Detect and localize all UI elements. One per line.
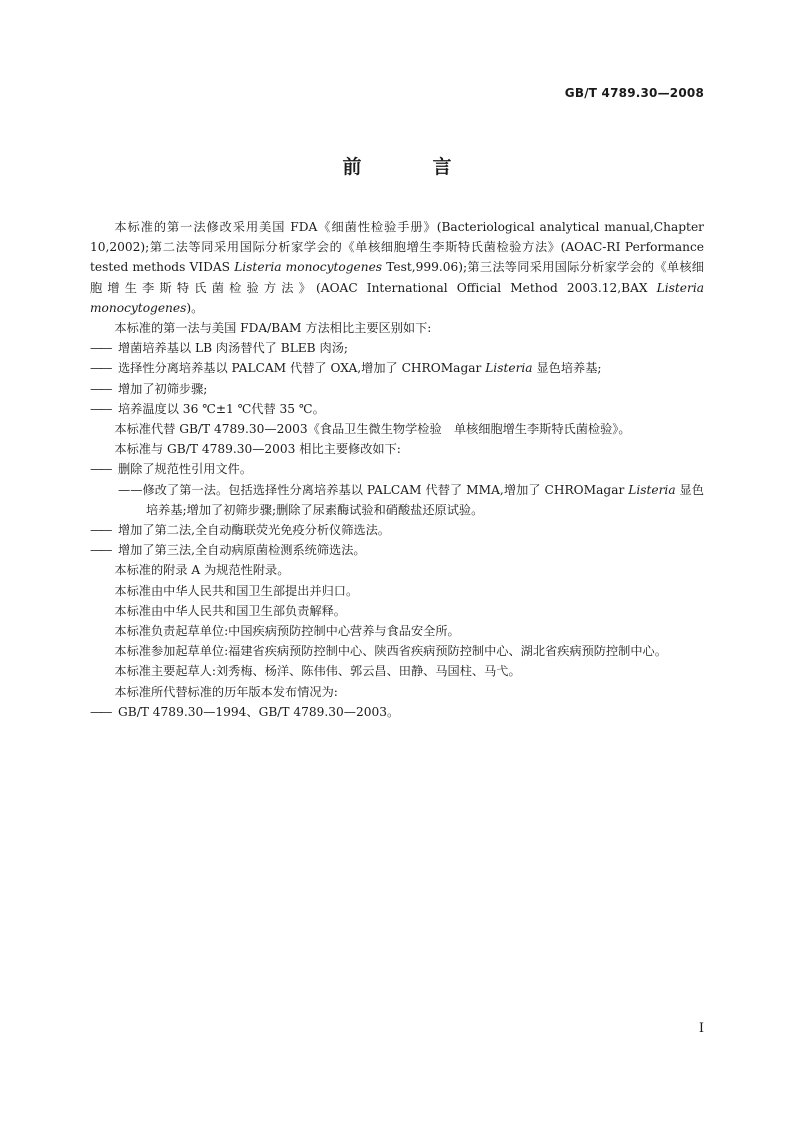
page-title: 前 言 — [342, 156, 478, 178]
paragraph-modifications-intro: 本标准与 GB/T 4789.30—2003 相比主要修改如下: — [114, 442, 401, 457]
list-item — [90, 459, 704, 479]
paragraph-participating-units: 本标准参加起草单位:福建省疾病预防控制中心、陕西省疾病预防控制中心、湖北省疾病预防控制中心。 — [114, 644, 667, 659]
list-item-text: 增加了第二法,全自动酶联荧光免疫分析仪筛选法。 — [118, 523, 390, 538]
dash-marker: —— — [90, 462, 111, 477]
italic-species-2: Listeria monocytogenes — [90, 280, 704, 315]
list-item-text-end: 显色培养基; — [532, 361, 602, 376]
list-item-text: 培养温度以 36 ℃±1 ℃代替 35 ℃。 — [118, 401, 325, 416]
dash-marker: —— — [118, 482, 143, 497]
list-item-text: 增加了初筛步骤; — [118, 381, 208, 396]
paragraph-differences-intro: 本标准的第一法与美国 FDA/BAM 方法相比主要区别如下: — [114, 321, 432, 336]
dash-marker: —— — [90, 341, 111, 356]
paragraph-proposed-by: 本标准由中华人民共和国卫生部提出并归口。 — [114, 583, 359, 598]
list-item — [90, 338, 704, 358]
italic-genus: Listeria — [628, 482, 676, 497]
dash-marker: —— — [90, 543, 111, 558]
paragraph-replaces: 本标准代替 GB/T 4789.30—2003《食品卫生微生物学检验 单核细胞增生李斯特氏菌检验》。 — [114, 422, 631, 437]
paragraph-adoption — [90, 217, 704, 318]
list-item — [90, 480, 704, 520]
list-item-text: 选择性分离培养基以 PALCAM 代替了 OXA,增加了 CHROMagar — [118, 361, 486, 376]
list-item-text: 增加了第三法,全自动病原菌检测系统筛选法。 — [118, 543, 366, 558]
standard-number: GB/T 4789.30—2008 — [564, 86, 704, 100]
list-item — [90, 702, 704, 722]
list-item — [90, 358, 704, 378]
paragraph-adoption-text-1: 本标准的第一法修改采用美国 FDA《细菌性检验手册》(Bacteriological analytical manual,Chapter 10,2002);第二法等同采用国际分析家学会的《单核细胞增生李斯特氏菌检验方法》(AOAC-RI Performance tested methods VIDAS — [90, 220, 704, 275]
italic-genus: Listeria — [485, 361, 533, 376]
dash-marker: —— — [90, 523, 111, 538]
italic-species-1: Listeria monocytogenes — [234, 260, 383, 275]
paragraph-drafting-unit: 本标准负责起草单位:中国疾病预防控制中心营养与食品安全所。 — [114, 624, 460, 639]
list-item — [90, 379, 704, 399]
paragraph-history-intro: 本标准所代替标准的历年版本发布情况为: — [114, 684, 338, 699]
paragraph-adoption-text-3: )。 — [186, 300, 204, 315]
paragraph-adoption-text-2: Test,999.06);第三法等同采用国际分析家学会的《单核细胞增生李斯特氏菌检验方法》(AOAC International Official Method 2003.12,BAX — [90, 260, 704, 295]
dash-marker: —— — [90, 704, 111, 719]
list-item — [90, 399, 704, 419]
paragraph-drafters: 本标准主要起草人:刘秀梅、杨洋、陈伟伟、郭云昌、田静、马国柱、马弋。 — [114, 664, 521, 679]
list-item-text-end: 显色培养基;增加了初筛步骤;删除了尿素酶试验和硝酸盐还原试验。 — [146, 482, 704, 517]
list-item — [90, 540, 704, 560]
paragraph-interpreted-by: 本标准由中华人民共和国卫生部负责解释。 — [114, 603, 346, 618]
list-item-text: 修改了第一法。包括选择性分离培养基以 PALCAM 代替了 MMA,增加了 CHROMagar — [142, 482, 629, 497]
document-body — [90, 217, 704, 722]
dash-marker: —— — [90, 381, 111, 396]
dash-marker: —— — [90, 401, 111, 416]
list-item-text: 增菌培养基以 LB 肉汤替代了 BLEB 肉汤; — [118, 341, 348, 356]
list-item-text: GB/T 4789.30—1994、GB/T 4789.30—2003。 — [118, 704, 400, 719]
dash-marker: —— — [90, 361, 111, 376]
paragraph-annex: 本标准的附录 A 为规范性附录。 — [114, 563, 290, 578]
list-item-text: 删除了规范性引用文件。 — [118, 462, 253, 477]
page-number: I — [698, 1021, 704, 1036]
list-item — [90, 520, 704, 540]
